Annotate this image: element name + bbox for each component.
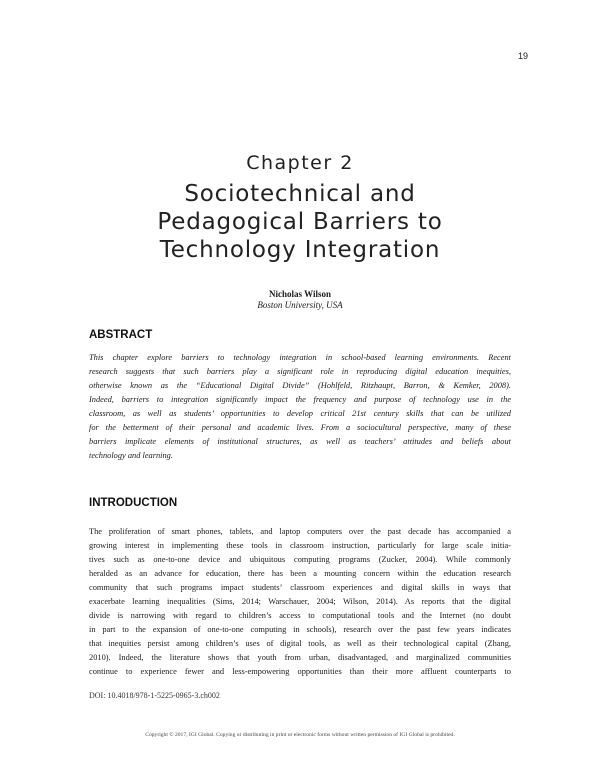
introduction-line: The proliferation of smart phones, tablets, and laptop computers over the past decade has accompanied a xyxy=(89,527,511,536)
introduction-line: heralded as an advance for education, there has been a mounting concern within the education research xyxy=(89,569,511,578)
author-name: Nicholas Wilson xyxy=(269,289,331,299)
abstract-line: for the betterment of their personal and academic lives. From a sociocultural perspective, many of these xyxy=(89,423,511,432)
introduction-line: tives such as one-to-one device and ubiquitous computing programs (Zucker, 2004). While commonly xyxy=(89,555,511,564)
doi-reference: DOI: 10.4018/978-1-5225-0965-3.ch002 xyxy=(89,691,220,700)
introduction-line: divide is narrowing with regard to children’s access to computational tools and the Internet (no doubt xyxy=(89,611,511,620)
copyright-notice: Copyright © 2017, IGI Global. Copying or distributing in print or electronic forms without written permission of IGI Global is prohibited. xyxy=(145,732,455,738)
chapter-title-line: Pedagogical Barriers to xyxy=(157,209,443,235)
abstract-line: technology and learning. xyxy=(89,451,173,460)
introduction-line: in part to the expansion of one-to-one computing in schools), research over the past few years indicates xyxy=(89,625,511,634)
introduction-heading: INTRODUCTION xyxy=(89,497,178,509)
abstract-line: Indeed, barriers to integration significantly impact the frequency and purpose of technology use in the xyxy=(89,395,511,404)
introduction-line: growing interest in implementing these tools in classroom instruction, particularly for large scale initia- xyxy=(89,541,511,550)
chapter-label: Chapter 2 xyxy=(246,152,354,174)
chapter-title xyxy=(0,180,600,264)
chapter-title-line: Technology Integration xyxy=(159,237,441,263)
introduction-line: continue to experience fewer and less-empowering opportunities than their more affluent counterparts to xyxy=(89,667,511,676)
author-affiliation: Boston University, USA xyxy=(257,300,343,310)
introduction-line: community that such programs impact students’ classroom experiences and digital skills in ways that xyxy=(89,583,511,592)
introduction-line: exacerbate learning inequalities (Sims, 2014; Warschauer, 2004; Wilson, 2014). As reports that the digital xyxy=(89,597,511,606)
abstract-line: barriers implicate elements of institutional structures, as well as teachers’ attitudes and beliefs about xyxy=(89,437,511,446)
abstract-heading: ABSTRACT xyxy=(89,329,153,341)
abstract-line: otherwise known as the “Educational Digital Divide” (Hohlfeld, Ritzhaupt, Barron, & Kemker, 2008). xyxy=(89,381,511,390)
abstract-line: This chapter explore barriers to technology integration in school-based learning environments. Recent xyxy=(89,353,511,362)
abstract-text xyxy=(89,351,511,463)
introduction-line: 2010). Indeed, the literature shows that youth from urban, disadvantaged, and marginalized communities xyxy=(89,653,511,662)
introduction-line: that inequities persist among children’s uses of digital tools, as well as their technological capital (Zhang, xyxy=(89,639,511,648)
page-number: 19 xyxy=(517,51,528,61)
abstract-line: classroom, as well as students’ opportunities to develop critical 21st century skills that can be utilized xyxy=(89,409,511,418)
introduction-text xyxy=(89,525,511,679)
abstract-line: research suggests that such barriers play a significant role in reproducing digital education inequities, xyxy=(89,367,511,376)
chapter-title-line: Sociotechnical and xyxy=(184,181,416,207)
